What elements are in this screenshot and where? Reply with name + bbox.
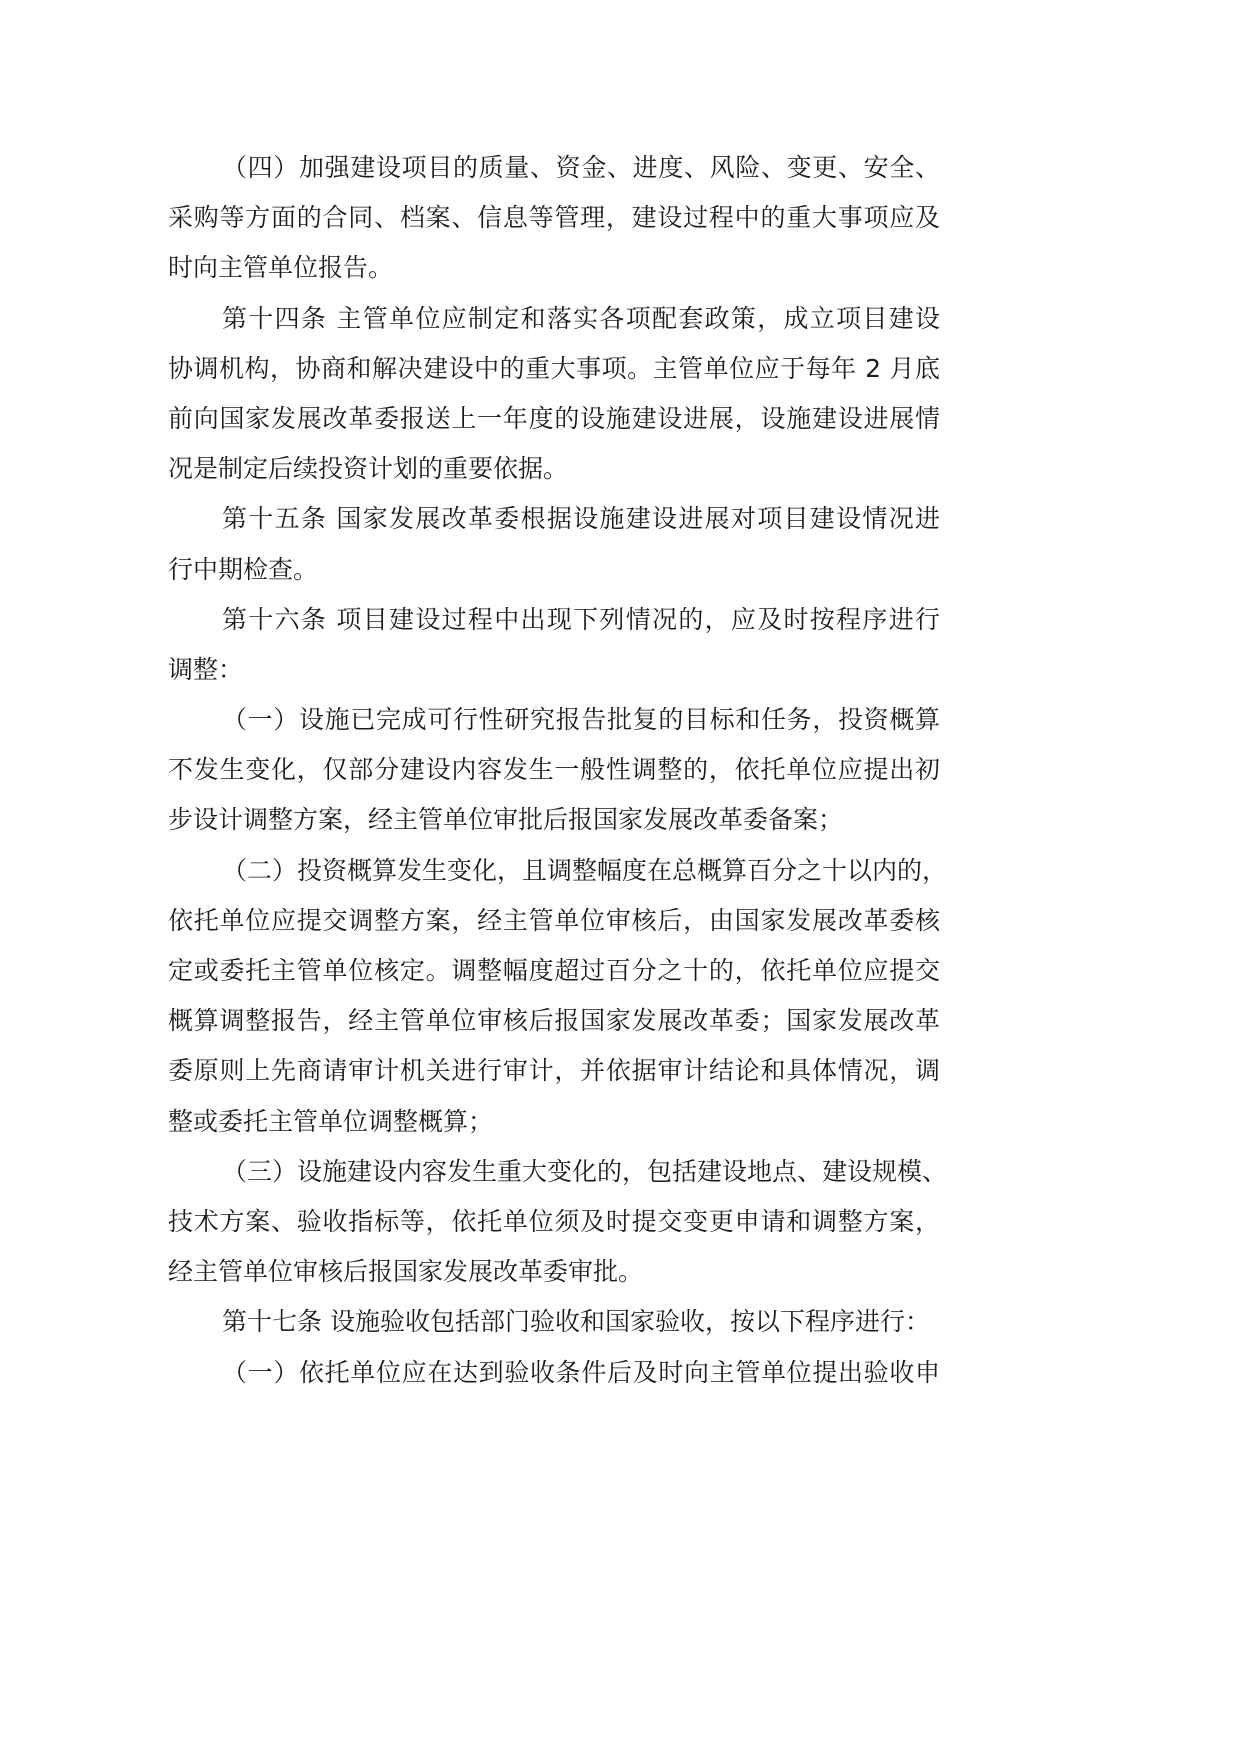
article-16-item-1 xyxy=(168,695,940,846)
text-line: （二）投资概算发生变化，且调整幅度在总概算百分之十以内的， xyxy=(222,855,948,885)
article-16 xyxy=(168,595,940,695)
article-16-item-2 xyxy=(168,846,948,1147)
text-line: （四）加强建设项目的质量、资金、进度、风险、变更、安全、 xyxy=(222,153,940,182)
article-15 xyxy=(168,494,940,594)
text-line: 步设计调整方案，经主管单位审批后报国家发展改革委备案； xyxy=(168,805,844,835)
text-line: 前向国家发展改革委报送上一年度的设施建设进展，设施建设进展情 xyxy=(168,403,940,433)
text-line: 不发生变化，仅部分建设内容发生一般性调整的，依托单位应提出初 xyxy=(168,755,940,785)
document-page xyxy=(168,143,948,1398)
article-16-item-3 xyxy=(168,1147,948,1298)
text-line: 委原则上先商请审计机关进行审计，并依据审计结论和具体情况，调 xyxy=(168,1056,940,1086)
article-17 xyxy=(168,1297,940,1347)
text-line: （一）依托单位应在达到验收条件后及时向主管单位提出验收申 xyxy=(222,1357,940,1387)
text-line: 定或委托主管单位核定。调整幅度超过百分之十的，依托单位应提交 xyxy=(168,956,940,985)
text-line: 技术方案、验收指标等，依托单位须及时提交变更申请和调整方案， xyxy=(168,1206,940,1236)
text-line: 整或委托主管单位调整概算； xyxy=(168,1106,494,1136)
text-line: （三）设施建设内容发生重大变化的，包括建设地点、建设规模、 xyxy=(222,1156,948,1186)
article-17-item-1 xyxy=(168,1348,940,1398)
text-line: 调整： xyxy=(168,654,244,684)
text-line: 第十五条 国家发展改革委根据设施建设进展对项目建设情况进 xyxy=(222,504,940,534)
text-line: （一）设施已完成可行性研究报告批复的目标和任务，投资概算 xyxy=(222,705,940,735)
text-line: 第十四条 主管单位应制定和落实各项配套政策，成立项目建设 xyxy=(222,303,940,333)
text-line: 行中期检查。 xyxy=(168,554,319,584)
text-line: 概算调整报告，经主管单位审核后报国家发展改革委；国家发展改革 xyxy=(168,1006,940,1036)
text-line: 第十六条 项目建设过程中出现下列情况的，应及时按程序进行 xyxy=(222,604,940,634)
text-line: 第十七条 设施验收包括部门验收和国家验收，按以下程序进行： xyxy=(222,1307,930,1337)
text-line: 况是制定后续投资计划的重要依据。 xyxy=(168,454,569,484)
article-14 xyxy=(168,294,940,495)
text-line: 协调机构，协商和解决建设中的重大事项。主管单位应于每年 2 月底 xyxy=(168,353,940,383)
paragraph-item-4 xyxy=(168,143,940,294)
text-line: 依托单位应提交调整方案，经主管单位审核后，由国家发展改革委核 xyxy=(168,905,940,935)
text-line: 采购等方面的合同、档案、信息等管理，建设过程中的重大事项应及 xyxy=(168,203,940,233)
text-line: 经主管单位审核后报国家发展改革委审批。 xyxy=(168,1257,644,1287)
text-line: 时向主管单位报告。 xyxy=(168,253,394,283)
